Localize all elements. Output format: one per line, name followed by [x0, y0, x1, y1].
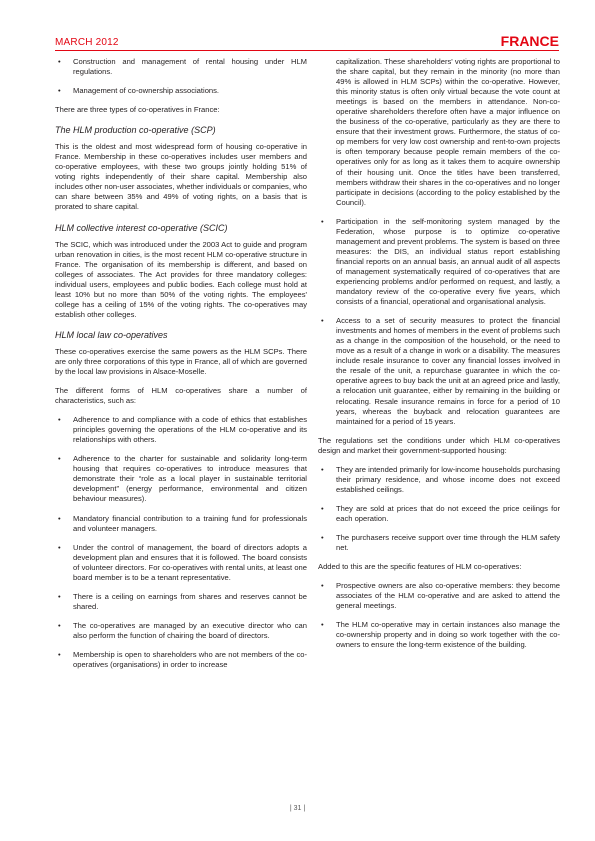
- bullet-icon: •: [58, 649, 61, 659]
- right-column: [318, 57, 560, 659]
- bullet-list-c: [318, 581, 560, 650]
- list-item: • The HLM co-operative may in certain instances also manage the co-ownership property and in doing so work together with the co-owners to ensure the long-term existence of the building.: [321, 620, 560, 650]
- list-item: • Adherence to the charter for sustainable and solidarity long-term housing that requires co-operatives to introduce measures that demonstrate their “role as a local player in sustainable territorial development” (energy performance, environmental and citizen behaviour measures).: [58, 454, 307, 504]
- paragraph: The different forms of HLM co-operatives share a number of characteristics, such as:: [55, 386, 307, 406]
- header-country: FRANCE: [500, 33, 559, 49]
- paragraph: This is the oldest and most widespread form of housing co-operative in France. Membership in these co-operatives includes user members and co-operative employees, with these two groups jointly holding 51% of voting rights independently of their share capital. Membership also includes other non-user associates, whether individuals or companies, who can share between 35% and 49% of voting rights, on a basis that is prorated to share capital.: [55, 142, 307, 212]
- bullet-list-forms: [55, 415, 307, 670]
- paragraph: The regulations set the conditions under which HLM co-operatives design and market their government-supported housing:: [318, 435, 560, 455]
- list-item: • Construction and management of rental housing under HLM regulations.: [58, 57, 307, 77]
- paragraph: Added to this are the specific features of HLM co-operatives:: [318, 562, 522, 572]
- bullet-icon: •: [321, 532, 324, 542]
- bullet-icon: •: [58, 415, 61, 425]
- left-column: [55, 57, 307, 679]
- bullet-icon: •: [58, 620, 61, 630]
- list-item: • Participation in the self-monitoring system managed by the Federation, whose purpose is to optimize co-operative management and prevent problems. The system is based on three measures: the DIS, an individual status report establishing financial reports on an annual basis, an annual audit of all aspects of management systematically required of co-operatives that are experiencing problems and/or performed on request, and lastly, a mandatory review of the co-operative every five years, which consists of a financial, operational and organisational analysis.: [321, 216, 560, 307]
- bullet-icon: •: [58, 542, 61, 552]
- paragraph: These co-operatives exercise the same powers as the HLM SCPs. There are only three corporations of this type in France, all of which are governed by the local law provisions in Alsace-Moselle.: [55, 346, 307, 376]
- bullet-continuation: capitalization. These shareholders' voting rights are proportional to the share capital, but they remain in the minority (no more than 49% is allowed in HLM SCPs) within the co-operative. However, this minority status is often only virtual because the vote count at meetings is based on the members in attendance. Non-co-operative shareholders therefore often have a major influence on the business of the co-operative, particularly as they are there to ensure that their investment grows. Furthermore, the status of co-op members for very low cost ownership and rent-to-own projects is often temporary because people remain members of the co-operatives only for as long as it takes them to acquire ownership of their housing unit. Once the titles have been transferred, members withdraw their shares in the co-operatives and no longer participate in decisions (according to the policy established by the Council).: [336, 57, 560, 207]
- bullet-icon: •: [321, 216, 324, 226]
- list-item: • There is a ceiling on earnings from shares and reserves cannot be shared.: [58, 591, 307, 611]
- bullet-icon: •: [58, 591, 61, 601]
- bullet-icon: •: [321, 316, 324, 326]
- bullet-icon: •: [58, 513, 61, 523]
- list-item: • Management of co-ownership associations.: [58, 86, 220, 96]
- bullet-icon: •: [321, 464, 324, 474]
- list-item: • They are sold at prices that do not exceed the price ceilings for each operation.: [321, 503, 560, 523]
- bullet-icon: •: [58, 57, 61, 66]
- bullet-list-a: [318, 217, 560, 427]
- header-date: MARCH 2012: [55, 37, 119, 48]
- list-item: • They are intended primarily for low-income households purchasing their primary residence, and whose income does not exceed established ceilings.: [321, 464, 560, 494]
- section-heading-scp: The HLM production co-operative (SCP): [55, 125, 216, 136]
- list-item: • The co-operatives are managed by an executive director who can also perform the function of chairing the board of directors.: [58, 620, 307, 640]
- bullet-list-b: [318, 465, 560, 553]
- list-item: • The purchasers receive support over time through the HLM safety net.: [321, 532, 560, 553]
- bullet-icon: •: [321, 581, 324, 591]
- page-number: | 31 |: [289, 805, 306, 812]
- list-item: • Adherence to and compliance with a code of ethics that establishes principles governing the operations of the HLM co-operative and its relationships with others.: [58, 415, 307, 445]
- paragraph: The SCIC, which was introduced under the 2003 Act to guide and program urban renovation in cities, is the most recent HLM co-operative structure in France. The organisation of its membership is different, and based on colleges of associates. The Act provides for three mandatory colleges: individual users, employees and public bodies. Each college must hold at least 10% but no more than 50% of the voting rights. The employees' college has a ceiling of 15% of the voting rights. The co-operatives may establish other colleges.: [55, 239, 307, 319]
- bullet-list-top: [55, 57, 307, 96]
- section-heading-local: HLM local law co-operatives: [55, 329, 168, 340]
- bullet-icon: •: [321, 503, 324, 513]
- bullet-icon: •: [58, 454, 61, 464]
- list-item: • Under the control of management, the board of directors adopts a development plan and ensures that it is followed. The board consists of volunteer directors. For co-operatives with rental units, at least one board member is to be a tenant representative.: [58, 542, 307, 582]
- list-item: • Access to a set of security measures to protect the financial investments and homes of members in the event of problems such as a change in the composition of the household, or the need to move as a result of a change in work or a disability. The measures include resale insurance to cover any financial losses involved in the resale of the unit, a repurchase guarantee in which the co-operative agrees to buy back the unit at an agreed price and lastly, a relocation unit guarantee, either by remaining in the building or relocating. Resale insurance remains in force for a period of 10 years, whereas the buyback and relocation guarantees are maintained for a period of 15 years.: [321, 316, 560, 426]
- list-item: • Prospective owners are also co-operative members: they become associates of the HLM co-operative and are asked to attend the general meetings.: [321, 581, 560, 611]
- bullet-icon: •: [58, 86, 61, 96]
- header-divider: [55, 50, 559, 51]
- list-item: • Membership is open to shareholders who are not members of the co-operatives (organisations) in order to increase: [58, 649, 307, 670]
- paragraph: There are three types of co-operatives in France:: [55, 105, 220, 115]
- list-item: • Mandatory financial contribution to a training fund for professionals and volunteer managers.: [58, 513, 307, 533]
- bullet-icon: •: [321, 620, 324, 630]
- section-heading-scic: HLM collective interest co-operative (SCIC): [55, 222, 228, 233]
